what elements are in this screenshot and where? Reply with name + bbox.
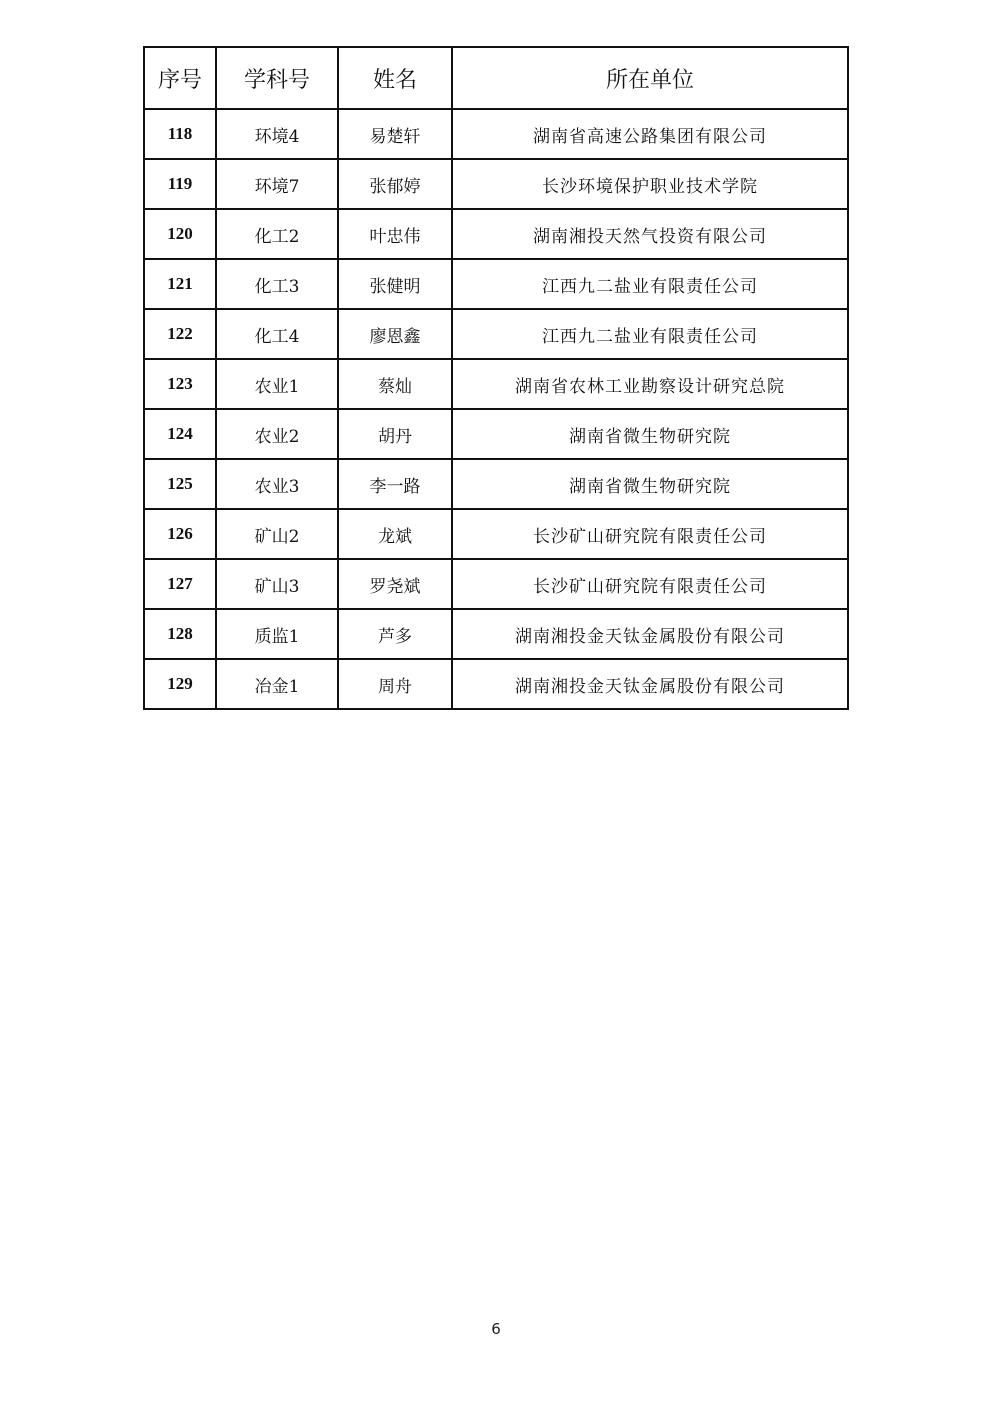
cell-name: 周舟 [338,659,452,709]
cell-serial-number: 123 [144,359,216,409]
cell-name: 芦多 [338,609,452,659]
cell-subject-code: 农业2 [216,409,338,459]
cell-unit: 湖南湘投金天钛金属股份有限公司 [452,659,848,709]
cell-subject-code: 环境4 [216,109,338,159]
cell-subject-code: 冶金1 [216,659,338,709]
cell-unit: 湖南湘投金天钛金属股份有限公司 [452,609,848,659]
cell-name: 蔡灿 [338,359,452,409]
table-row [144,509,848,559]
cell-serial-number: 128 [144,609,216,659]
cell-serial-number: 127 [144,559,216,609]
cell-serial-number: 126 [144,509,216,559]
cell-unit: 湖南省高速公路集团有限公司 [452,109,848,159]
cell-serial-number: 118 [144,109,216,159]
table-row [144,409,848,459]
table-row [144,159,848,209]
cell-serial-number: 124 [144,409,216,459]
header-subject-code: 学科号 [216,47,338,109]
cell-name: 廖恩鑫 [338,309,452,359]
table-row [144,209,848,259]
cell-name: 易楚轩 [338,109,452,159]
page-number: 6 [491,1320,501,1338]
personnel-table [143,46,849,710]
header-name: 姓名 [338,47,452,109]
cell-serial-number: 121 [144,259,216,309]
cell-unit: 湖南省微生物研究院 [452,459,848,509]
cell-name: 张健明 [338,259,452,309]
table-row [144,259,848,309]
cell-serial-number: 122 [144,309,216,359]
table-header-row [144,47,848,109]
cell-subject-code: 农业1 [216,359,338,409]
cell-name: 胡丹 [338,409,452,459]
cell-unit: 湖南省农林工业勘察设计研究总院 [452,359,848,409]
cell-subject-code: 农业3 [216,459,338,509]
table-row [144,359,848,409]
cell-name: 叶忠伟 [338,209,452,259]
cell-unit: 湖南省微生物研究院 [452,409,848,459]
cell-serial-number: 119 [144,159,216,209]
cell-serial-number: 125 [144,459,216,509]
cell-unit: 长沙矿山研究院有限责任公司 [452,509,848,559]
cell-subject-code: 环境7 [216,159,338,209]
cell-serial-number: 129 [144,659,216,709]
cell-name: 罗尧斌 [338,559,452,609]
cell-subject-code: 矿山2 [216,509,338,559]
header-unit: 所在单位 [452,47,848,109]
cell-subject-code: 化工2 [216,209,338,259]
personnel-table-container [143,46,847,710]
cell-subject-code: 化工4 [216,309,338,359]
cell-unit: 长沙矿山研究院有限责任公司 [452,559,848,609]
cell-subject-code: 质监1 [216,609,338,659]
cell-unit: 江西九二盐业有限责任公司 [452,309,848,359]
cell-name: 张郁婷 [338,159,452,209]
header-serial-number: 序号 [144,47,216,109]
table-row [144,109,848,159]
cell-subject-code: 化工3 [216,259,338,309]
table-row [144,609,848,659]
cell-unit: 湖南湘投天然气投资有限公司 [452,209,848,259]
cell-serial-number: 120 [144,209,216,259]
cell-subject-code: 矿山3 [216,559,338,609]
table-row [144,459,848,509]
cell-unit: 江西九二盐业有限责任公司 [452,259,848,309]
cell-unit: 长沙环境保护职业技术学院 [452,159,848,209]
table-row [144,559,848,609]
table-row [144,309,848,359]
cell-name: 龙斌 [338,509,452,559]
cell-name: 李一路 [338,459,452,509]
table-row [144,659,848,709]
